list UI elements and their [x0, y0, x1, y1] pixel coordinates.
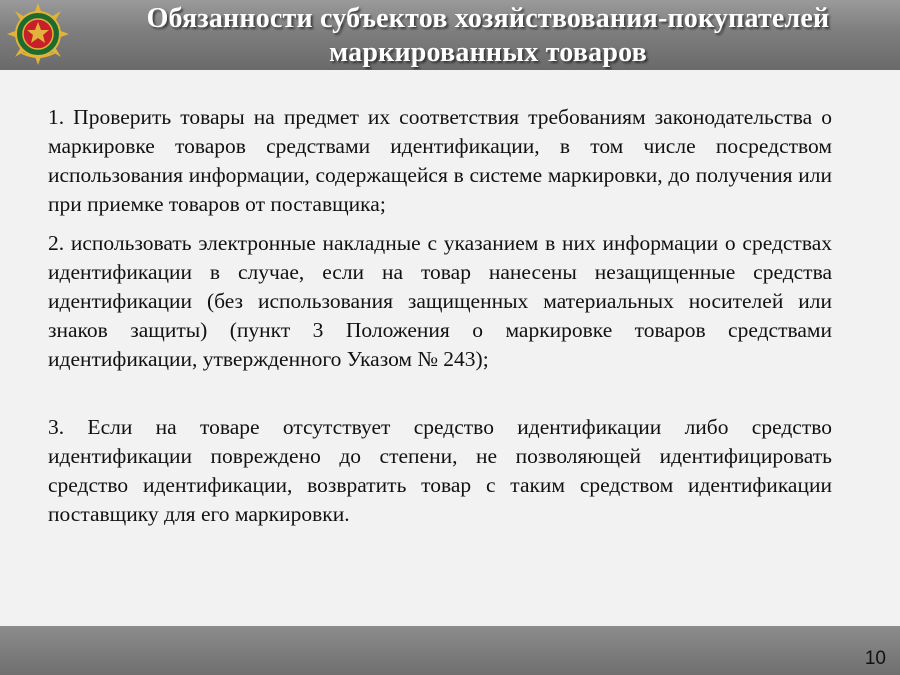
- state-emblem-icon: [6, 2, 70, 66]
- duty-item-2: 2. использовать электронные накладные с указанием в них информации о средствах идентификации в случае, если на товар нанесены незащищенные средства идентификации (без использования защищенных материальных носителей или знаков защиты) (пункт 3 Положения о маркировке товаров средствами идентификации, утвержденного Указом № 243);: [48, 231, 832, 371]
- slide-footer: [0, 626, 900, 675]
- page-title: Обязанности субъектов хозяйствования-покупателей маркированных товаров: [146, 3, 830, 68]
- slide-header: [0, 0, 900, 70]
- duty-item-3: 3. Если на товаре отсутствует средство идентификации либо средство идентификации повреждено до степени, не позволяющей идентифицировать средство идентификации, возвратить товар с таким средством идентификации поставщику для его маркировки.: [48, 415, 832, 526]
- slide-body: [0, 70, 900, 626]
- duty-item-1: 1. Проверить товары на предмет их соответствия требованиям законодательства о маркировке товаров средствами идентификации, в том числе посредством использования информации, содержащейся в системе маркировки, до получения или при приемке товаров от поставщика;: [48, 105, 832, 216]
- page-number: 10: [864, 648, 886, 669]
